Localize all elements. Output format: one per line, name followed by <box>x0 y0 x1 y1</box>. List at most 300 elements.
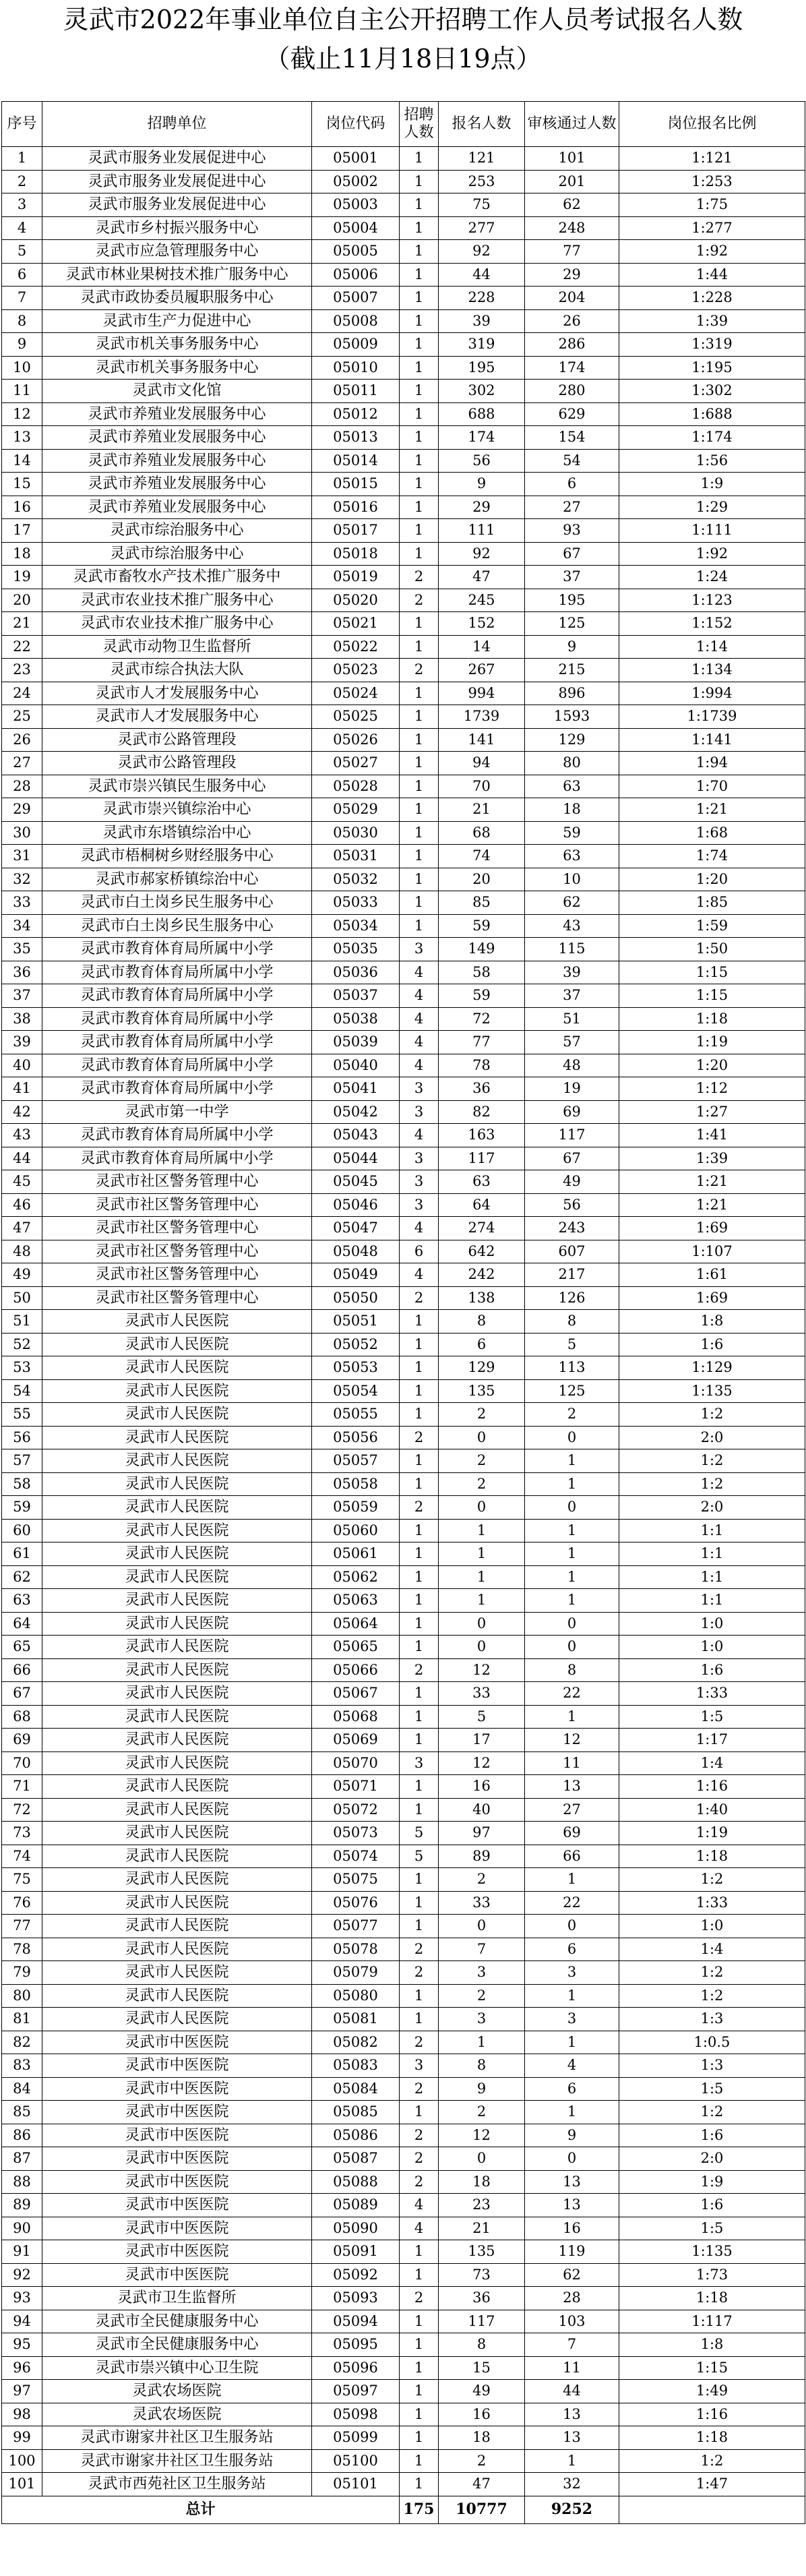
cell-ratio: 1:0 <box>619 1612 805 1636</box>
cell-ratio: 1:59 <box>619 914 805 938</box>
cell-index: 94 <box>2 2310 42 2333</box>
cell-approved: 56 <box>525 1193 619 1217</box>
cell-ratio: 1:15 <box>619 984 805 1008</box>
cell-positions: 1 <box>400 798 439 822</box>
cell-approved: 0 <box>525 1496 619 1520</box>
cell-unit: 灵武市林业果树技术推广服务中心 <box>42 263 312 287</box>
cell-applicants: 274 <box>439 1217 525 1240</box>
cell-ratio: 1:47 <box>619 2473 805 2496</box>
cell-applicants: 59 <box>439 984 525 1008</box>
cell-approved: 286 <box>525 333 619 357</box>
cell-positions: 1 <box>400 216 439 240</box>
cell-code: 05095 <box>312 2333 400 2357</box>
cell-approved: 9 <box>525 635 619 659</box>
cell-approved: 1593 <box>525 705 619 729</box>
cell-ratio: 1:1 <box>619 1542 805 1566</box>
cell-applicants: 15 <box>439 2356 525 2380</box>
cell-approved: 11 <box>525 1751 619 1775</box>
cell-unit: 灵武市中医医院 <box>42 2217 312 2240</box>
header-applicants: 报名人数 <box>439 102 525 147</box>
cell-approved: 1 <box>525 2101 619 2124</box>
cell-code: 05076 <box>312 1891 400 1915</box>
cell-unit: 灵武市教育体育局所属中小学 <box>42 1031 312 1054</box>
cell-positions: 3 <box>400 1751 439 1775</box>
cell-unit: 灵武市社区警务管理中心 <box>42 1170 312 1194</box>
table-row <box>2 612 805 636</box>
cell-positions: 4 <box>400 1263 439 1287</box>
cell-applicants: 138 <box>439 1286 525 1310</box>
cell-ratio: 1:33 <box>619 1682 805 1706</box>
cell-approved: 0 <box>525 1636 619 1659</box>
table-row <box>2 1542 805 1566</box>
cell-code: 05051 <box>312 1310 400 1334</box>
cell-approved: 19 <box>525 1077 619 1101</box>
cell-ratio: 1:17 <box>619 1729 805 1752</box>
table-row <box>2 1472 805 1496</box>
cell-ratio: 1:50 <box>619 938 805 961</box>
cell-applicants: 16 <box>439 1775 525 1799</box>
cell-ratio: 1:70 <box>619 775 805 798</box>
cell-applicants: 1739 <box>439 705 525 729</box>
cell-applicants: 49 <box>439 2380 525 2403</box>
cell-ratio: 1:195 <box>619 356 805 380</box>
cell-approved: 48 <box>525 1054 619 1077</box>
cell-positions: 1 <box>400 2310 439 2333</box>
cell-unit: 灵武市教育体育局所属中小学 <box>42 1147 312 1170</box>
cell-ratio: 1:2 <box>619 1472 805 1496</box>
cell-index: 67 <box>2 1682 42 1706</box>
registration-table <box>1 101 805 2524</box>
cell-positions: 1 <box>400 1729 439 1752</box>
cell-positions: 1 <box>400 1868 439 1892</box>
cell-approved: 1 <box>525 1472 619 1496</box>
cell-ratio: 1:129 <box>619 1356 805 1380</box>
cell-index: 39 <box>2 1031 42 1054</box>
cell-index: 52 <box>2 1333 42 1356</box>
cell-positions: 1 <box>400 2473 439 2496</box>
table-row <box>2 2263 805 2287</box>
cell-unit: 灵武市第一中学 <box>42 1100 312 1124</box>
cell-applicants: 242 <box>439 1263 525 1287</box>
cell-unit: 灵武市教育体育局所属中小学 <box>42 1007 312 1031</box>
cell-code: 05010 <box>312 356 400 380</box>
cell-ratio: 1:15 <box>619 961 805 984</box>
cell-code: 05059 <box>312 1496 400 1520</box>
cell-approved: 32 <box>525 2473 619 2496</box>
cell-applicants: 39 <box>439 309 525 333</box>
cell-ratio: 1:6 <box>619 1333 805 1356</box>
cell-index: 57 <box>2 1449 42 1473</box>
cell-positions: 3 <box>400 1193 439 1217</box>
cell-index: 37 <box>2 984 42 1008</box>
cell-approved: 57 <box>525 1031 619 1054</box>
table-row <box>2 1751 805 1775</box>
cell-positions: 1 <box>400 287 439 310</box>
cell-positions: 1 <box>400 1775 439 1799</box>
cell-positions: 1 <box>400 193 439 217</box>
cell-applicants: 12 <box>439 1658 525 1682</box>
cell-ratio: 2:0 <box>619 1496 805 1520</box>
cell-approved: 62 <box>525 193 619 217</box>
cell-index: 99 <box>2 2426 42 2450</box>
cell-applicants: 267 <box>439 659 525 682</box>
cell-unit: 灵武市人民医院 <box>42 1729 312 1752</box>
cell-code: 05099 <box>312 2426 400 2450</box>
cell-ratio: 1:73 <box>619 2263 805 2287</box>
cell-applicants: 302 <box>439 380 525 403</box>
cell-code: 05048 <box>312 1240 400 1263</box>
table-row <box>2 1984 805 2008</box>
cell-unit: 灵武市教育体育局所属中小学 <box>42 961 312 984</box>
cell-applicants: 40 <box>439 1798 525 1822</box>
table-row <box>2 333 805 357</box>
cell-code: 05089 <box>312 2194 400 2217</box>
cell-ratio: 1:85 <box>619 891 805 915</box>
cell-index: 66 <box>2 1658 42 1682</box>
table-body <box>2 147 805 2496</box>
cell-applicants: 3 <box>439 2008 525 2031</box>
cell-applicants: 33 <box>439 1682 525 1706</box>
cell-ratio: 1:152 <box>619 612 805 636</box>
cell-applicants: 94 <box>439 752 525 775</box>
table-row <box>2 1612 805 1636</box>
cell-approved: 248 <box>525 216 619 240</box>
cell-index: 82 <box>2 2031 42 2054</box>
cell-applicants: 64 <box>439 1193 525 1217</box>
cell-positions: 5 <box>400 1822 439 1845</box>
cell-approved: 7 <box>525 2333 619 2357</box>
cell-code: 05078 <box>312 1938 400 1961</box>
cell-ratio: 1:111 <box>619 519 805 543</box>
cell-applicants: 82 <box>439 1100 525 1124</box>
table-row <box>2 1077 805 1101</box>
cell-approved: 37 <box>525 566 619 589</box>
cell-applicants: 3 <box>439 1961 525 1985</box>
cell-unit: 灵武市政协委员履职服务中心 <box>42 287 312 310</box>
cell-approved: 13 <box>525 2170 619 2194</box>
cell-unit: 灵武市西苑社区卫生服务站 <box>42 2473 312 2496</box>
cell-applicants: 16 <box>439 2403 525 2426</box>
cell-code: 05041 <box>312 1077 400 1101</box>
table-row <box>2 496 805 519</box>
cell-applicants: 0 <box>439 1612 525 1636</box>
cell-code: 05026 <box>312 728 400 752</box>
table-row <box>2 1449 805 1473</box>
cell-unit: 灵武农场医院 <box>42 2403 312 2426</box>
cell-positions: 1 <box>400 914 439 938</box>
table-row <box>2 402 805 426</box>
header-code: 岗位代码 <box>312 102 400 147</box>
cell-positions: 1 <box>400 1612 439 1636</box>
cell-index: 38 <box>2 1007 42 1031</box>
cell-ratio: 1:1 <box>619 1565 805 1589</box>
cell-unit: 灵武市人民医院 <box>42 1775 312 1799</box>
cell-code: 05054 <box>312 1379 400 1403</box>
cell-positions: 1 <box>400 2240 439 2264</box>
cell-applicants: 2 <box>439 1984 525 2008</box>
cell-index: 95 <box>2 2333 42 2357</box>
cell-approved: 43 <box>525 914 619 938</box>
cell-unit: 灵武市人民医院 <box>42 1798 312 1822</box>
table-row <box>2 2287 805 2310</box>
cell-positions: 4 <box>400 1217 439 1240</box>
cell-unit: 灵武市人民医院 <box>42 1891 312 1915</box>
cell-code: 05037 <box>312 984 400 1008</box>
cell-code: 05079 <box>312 1961 400 1985</box>
cell-positions: 1 <box>400 2426 439 2450</box>
cell-index: 98 <box>2 2403 42 2426</box>
cell-code: 05013 <box>312 426 400 450</box>
total-row <box>2 2496 805 2523</box>
cell-positions: 1 <box>400 1636 439 1659</box>
cell-approved: 126 <box>525 1286 619 1310</box>
cell-approved: 16 <box>525 2217 619 2240</box>
cell-code: 05031 <box>312 845 400 868</box>
cell-ratio: 1:2 <box>619 1984 805 2008</box>
header-index: 序号 <box>2 102 42 147</box>
table-row <box>2 821 805 845</box>
cell-positions: 1 <box>400 775 439 798</box>
cell-positions: 1 <box>400 1915 439 1938</box>
table-row <box>2 2147 805 2171</box>
cell-unit: 灵武市服务业发展促进中心 <box>42 147 312 171</box>
cell-unit: 灵武市公路管理段 <box>42 728 312 752</box>
cell-applicants: 135 <box>439 2240 525 2264</box>
cell-unit: 灵武市人民医院 <box>42 1403 312 1427</box>
table-row <box>2 1147 805 1170</box>
cell-ratio: 1:39 <box>619 1147 805 1170</box>
cell-positions: 1 <box>400 1333 439 1356</box>
cell-index: 49 <box>2 1263 42 1287</box>
cell-applicants: 1 <box>439 1565 525 1589</box>
cell-ratio: 1:1 <box>619 1589 805 1613</box>
cell-positions: 2 <box>400 2124 439 2147</box>
table-row <box>2 147 805 171</box>
cell-index: 3 <box>2 193 42 217</box>
cell-positions: 1 <box>400 2333 439 2357</box>
cell-ratio: 1:2 <box>619 1961 805 1985</box>
cell-positions: 1 <box>400 868 439 891</box>
table-row <box>2 2310 805 2333</box>
cell-code: 05082 <box>312 2031 400 2054</box>
cell-unit: 灵武市人民医院 <box>42 1845 312 1868</box>
cell-approved: 13 <box>525 2426 619 2450</box>
cell-approved: 125 <box>525 612 619 636</box>
cell-index: 51 <box>2 1310 42 1334</box>
cell-approved: 1 <box>525 1705 619 1729</box>
cell-code: 05049 <box>312 1263 400 1287</box>
cell-unit: 灵武市动物卫生监督所 <box>42 635 312 659</box>
table-row <box>2 1519 805 1542</box>
cell-approved: 1 <box>525 1589 619 1613</box>
cell-applicants: 20 <box>439 868 525 891</box>
table-row <box>2 1891 805 1915</box>
cell-positions: 3 <box>400 1100 439 1124</box>
cell-index: 1 <box>2 147 42 171</box>
cell-approved: 49 <box>525 1170 619 1194</box>
cell-positions: 1 <box>400 1891 439 1915</box>
cell-positions: 1 <box>400 426 439 450</box>
cell-ratio: 1:15 <box>619 2356 805 2380</box>
cell-applicants: 68 <box>439 821 525 845</box>
cell-applicants: 135 <box>439 1379 525 1403</box>
cell-index: 60 <box>2 1519 42 1542</box>
cell-index: 4 <box>2 216 42 240</box>
cell-applicants: 59 <box>439 914 525 938</box>
table-row <box>2 1007 805 1031</box>
cell-code: 05066 <box>312 1658 400 1682</box>
cell-code: 05007 <box>312 287 400 310</box>
cell-ratio: 1:68 <box>619 821 805 845</box>
cell-ratio: 1:92 <box>619 542 805 566</box>
cell-code: 05065 <box>312 1636 400 1659</box>
cell-approved: 11 <box>525 2356 619 2380</box>
table-row <box>2 1775 805 1799</box>
cell-approved: 67 <box>525 1147 619 1170</box>
cell-index: 33 <box>2 891 42 915</box>
table-row <box>2 1356 805 1380</box>
cell-code: 05024 <box>312 682 400 705</box>
cell-index: 76 <box>2 1891 42 1915</box>
cell-applicants: 17 <box>439 1729 525 1752</box>
cell-positions: 1 <box>400 1519 439 1542</box>
table-row <box>2 1426 805 1449</box>
cell-applicants: 1 <box>439 1589 525 1613</box>
table-row <box>2 1565 805 1589</box>
cell-unit: 灵武市中医医院 <box>42 2194 312 2217</box>
table-row <box>2 263 805 287</box>
cell-index: 44 <box>2 1147 42 1170</box>
cell-positions: 1 <box>400 1379 439 1403</box>
cell-positions: 2 <box>400 2031 439 2054</box>
cell-ratio: 1:18 <box>619 2426 805 2450</box>
cell-approved: 195 <box>525 589 619 612</box>
cell-ratio: 2:0 <box>619 1426 805 1449</box>
cell-code: 05009 <box>312 333 400 357</box>
cell-code: 05044 <box>312 1147 400 1170</box>
cell-index: 22 <box>2 635 42 659</box>
cell-unit: 灵武市人民医院 <box>42 1310 312 1334</box>
cell-approved: 113 <box>525 1356 619 1380</box>
cell-approved: 1 <box>525 1449 619 1473</box>
cell-ratio: 1:19 <box>619 1031 805 1054</box>
cell-unit: 灵武市人民医院 <box>42 1356 312 1380</box>
cell-index: 93 <box>2 2287 42 2310</box>
cell-applicants: 152 <box>439 612 525 636</box>
cell-code: 05038 <box>312 1007 400 1031</box>
cell-index: 88 <box>2 2170 42 2194</box>
table-row <box>2 380 805 403</box>
cell-unit: 灵武市人民医院 <box>42 1751 312 1775</box>
cell-index: 100 <box>2 2449 42 2473</box>
cell-positions: 1 <box>400 752 439 775</box>
cell-approved: 243 <box>525 1217 619 1240</box>
cell-unit: 灵武市人民医院 <box>42 1472 312 1496</box>
cell-code: 05045 <box>312 1170 400 1194</box>
cell-unit: 灵武市全民健康服务中心 <box>42 2310 312 2333</box>
cell-index: 10 <box>2 356 42 380</box>
cell-positions: 1 <box>400 1682 439 1706</box>
cell-unit: 灵武市人民医院 <box>42 1961 312 1985</box>
cell-unit: 灵武市养殖业发展服务中心 <box>42 426 312 450</box>
cell-code: 05073 <box>312 1822 400 1845</box>
cell-index: 69 <box>2 1729 42 1752</box>
cell-index: 41 <box>2 1077 42 1101</box>
cell-unit: 灵武市谢家井社区卫生服务站 <box>42 2426 312 2450</box>
cell-approved: 8 <box>525 1310 619 1334</box>
cell-positions: 1 <box>400 1565 439 1589</box>
cell-unit: 灵武市中医医院 <box>42 2170 312 2194</box>
table-row <box>2 589 805 612</box>
cell-code: 05058 <box>312 1472 400 1496</box>
cell-applicants: 7 <box>439 1938 525 1961</box>
cell-positions: 1 <box>400 2449 439 2473</box>
cell-code: 05027 <box>312 752 400 775</box>
cell-code: 05014 <box>312 449 400 473</box>
cell-code: 05091 <box>312 2240 400 2264</box>
cell-positions: 1 <box>400 1798 439 1822</box>
cell-approved: 28 <box>525 2287 619 2310</box>
table-row <box>2 426 805 450</box>
cell-approved: 77 <box>525 240 619 264</box>
cell-index: 96 <box>2 2356 42 2380</box>
cell-applicants: 36 <box>439 2287 525 2310</box>
cell-ratio: 1:18 <box>619 1007 805 1031</box>
cell-applicants: 688 <box>439 402 525 426</box>
cell-ratio: 1:1 <box>619 1519 805 1542</box>
cell-applicants: 2 <box>439 1403 525 1427</box>
cell-applicants: 245 <box>439 589 525 612</box>
cell-code: 05018 <box>312 542 400 566</box>
cell-ratio: 1:27 <box>619 1100 805 1124</box>
cell-ratio: 1:9 <box>619 2170 805 2194</box>
cell-approved: 63 <box>525 845 619 868</box>
cell-approved: 66 <box>525 1845 619 1868</box>
cell-applicants: 47 <box>439 2473 525 2496</box>
table-row <box>2 1170 805 1194</box>
cell-ratio: 1:20 <box>619 868 805 891</box>
cell-ratio: 1:49 <box>619 2380 805 2403</box>
cell-positions: 1 <box>400 519 439 543</box>
table-row <box>2 309 805 333</box>
cell-approved: 1 <box>525 1984 619 2008</box>
cell-ratio: 1:33 <box>619 1891 805 1915</box>
header-approved: 审核通过人数 <box>525 102 619 147</box>
cell-ratio: 1:8 <box>619 1310 805 1334</box>
cell-applicants: 73 <box>439 2263 525 2287</box>
cell-applicants: 2 <box>439 2101 525 2124</box>
cell-approved: 154 <box>525 426 619 450</box>
table-row <box>2 1868 805 1892</box>
table-row <box>2 868 805 891</box>
cell-code: 05019 <box>312 566 400 589</box>
cell-index: 43 <box>2 1124 42 1147</box>
table-row <box>2 2170 805 2194</box>
cell-unit: 灵武市人民医院 <box>42 1636 312 1659</box>
cell-unit: 灵武市人民医院 <box>42 1658 312 1682</box>
cell-code: 05084 <box>312 2077 400 2101</box>
cell-ratio: 1:19 <box>619 1822 805 1845</box>
cell-index: 83 <box>2 2054 42 2078</box>
cell-unit: 灵武市综合执法大队 <box>42 659 312 682</box>
cell-positions: 1 <box>400 2403 439 2426</box>
table-row <box>2 845 805 868</box>
cell-approved: 27 <box>525 1798 619 1822</box>
cell-index: 68 <box>2 1705 42 1729</box>
cell-index: 42 <box>2 1100 42 1124</box>
total-label: 总计 <box>2 2496 400 2523</box>
cell-ratio: 1:2 <box>619 2101 805 2124</box>
